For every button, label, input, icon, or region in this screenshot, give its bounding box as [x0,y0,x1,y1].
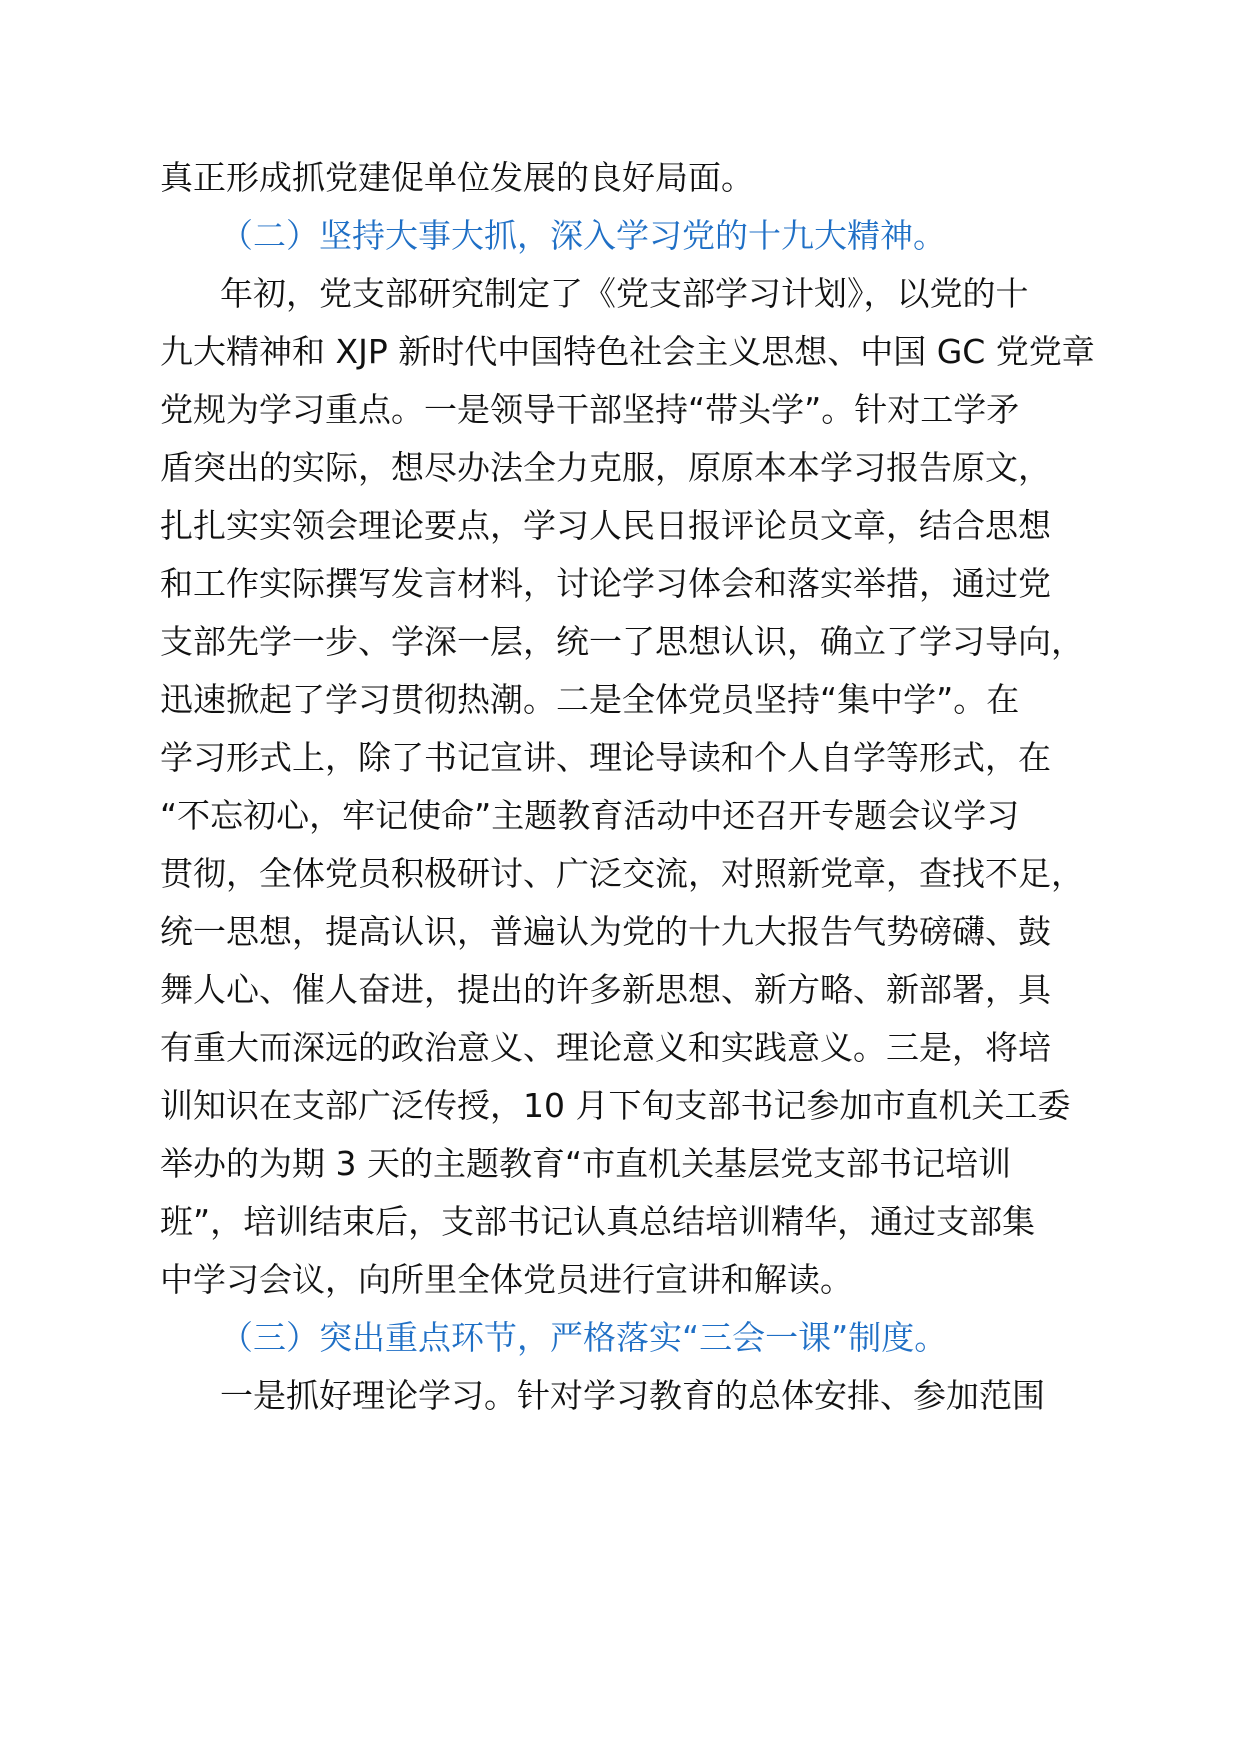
body-line: 支部先学一步、学深一层，统一了思想认识，确立了学习导向， [160,622,1084,661]
body-line: 有重大而深远的政治意义、理论意义和实践意义。三是，将培 [160,1028,1051,1067]
body-line: 中学习会议，向所里全体党员进行宣讲和解读。 [160,1260,853,1299]
body-line: 举办的为期 3 天的主题教育“市直机关基层党支部书记培训 [160,1144,1012,1183]
body-line: 训知识在支部广泛传授，10 月下旬支部书记参加市直机关工委 [160,1086,1071,1125]
body-line: 扎扎实实领会理论要点，学习人民日报评论员文章，结合思想 [160,506,1051,545]
paragraph-start-line: 年初，党支部研究制定了《党支部学习计划》，以党的十 [220,274,1029,313]
body-line: 真正形成抓党建促单位发展的良好局面。 [160,158,754,197]
body-line: 贯彻，全体党员积极研讨、广泛交流，对照新党章，查找不足， [160,854,1084,893]
body-line: 班”，培训结束后，支部书记认真总结培训精华，通过支部集 [160,1202,1036,1241]
section-heading-2: （二）坚持大事大抓，深入学习党的十九大精神。 [220,216,946,255]
paragraph-start-line: 一是抓好理论学习。针对学习教育的总体安排、参加范围 [220,1376,1045,1415]
section-heading-3: （三）突出重点环节，严格落实“三会一课”制度。 [220,1318,948,1357]
body-line: “不忘初心，牢记使命”主题教育活动中还召开专题会议学习 [160,796,1020,835]
body-line: 和工作实际撰写发言材料，讨论学习体会和落实举措，通过党 [160,564,1051,603]
body-line: 学习形式上，除了书记宣讲、理论导读和个人自学等形式，在 [160,738,1051,777]
body-line: 统一思想，提高认识，普遍认为党的十九大报告气势磅礴、鼓 [160,912,1051,951]
body-line: 盾突出的实际，想尽办法全力克服，原原本本学习报告原文， [160,448,1051,487]
body-line: 迅速掀起了学习贯彻热潮。二是全体党员坚持“集中学”。在 [160,680,1020,719]
body-line: 九大精神和 XJP 新时代中国特色社会主义思想、中国 GC 党党章 [160,332,1095,371]
body-line: 舞人心、催人奋进，提出的许多新思想、新方略、新部署，具 [160,970,1051,1009]
body-line: 党规为学习重点。一是领导干部坚持“带头学”。针对工学矛 [160,390,1020,429]
